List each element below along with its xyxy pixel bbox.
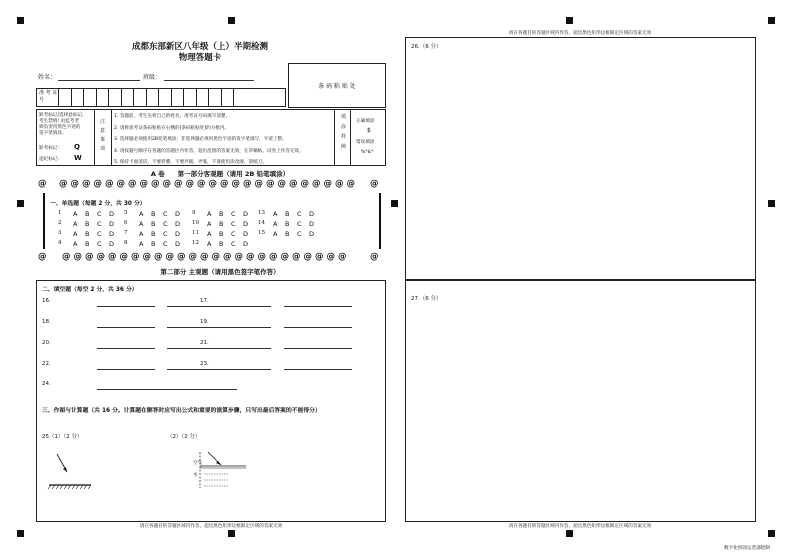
timing-mark: @ — [85, 252, 94, 262]
choice-option-a[interactable]: A — [139, 239, 144, 248]
barcode-area — [288, 63, 386, 108]
blank-line[interactable] — [97, 369, 155, 370]
timing-mark: @ — [292, 252, 301, 262]
choice-option-b[interactable]: B — [85, 209, 90, 218]
timing-mark: @ — [277, 179, 286, 189]
water-label: 水 — [193, 473, 198, 478]
question-number: 14 — [258, 220, 265, 226]
question-number: 2 — [58, 220, 62, 226]
name-field[interactable] — [58, 80, 140, 81]
timing-mark: @ — [346, 179, 355, 189]
choice-option-c[interactable]: C — [97, 229, 102, 238]
choice-option-d[interactable]: D — [175, 239, 181, 248]
choice-option-b[interactable]: B — [219, 229, 224, 238]
choice-option-c[interactable]: C — [163, 209, 168, 218]
exam-number-cell[interactable] — [183, 88, 196, 107]
choice-option-a[interactable]: A — [139, 209, 144, 218]
choice-option-c[interactable]: C — [231, 219, 236, 228]
missing-note: 缺考标记(选择此标记, 考生禁填! 由监考老 师负责用黑色字迹的 签字笔填涂。 — [39, 113, 84, 136]
q26-answer-area[interactable] — [405, 37, 756, 280]
timing-mark: @ — [62, 252, 71, 262]
choice-option-a[interactable]: A — [273, 209, 278, 218]
registration-mark — [566, 17, 573, 24]
exam-number-cell[interactable] — [83, 88, 96, 107]
timing-mark: @ — [289, 179, 298, 189]
timing-bar-left — [43, 193, 45, 249]
registration-mark — [768, 530, 775, 537]
exam-number-label: 准 考 证 号 — [39, 90, 58, 103]
class-field[interactable] — [164, 80, 254, 81]
choice-option-b[interactable]: B — [151, 229, 156, 238]
timing-mark: @ — [370, 179, 379, 189]
exam-number-cell[interactable] — [58, 88, 71, 107]
timing-mark: @ — [185, 179, 194, 189]
footer-credit: 数字化校园运营部绘制 — [724, 546, 770, 551]
timing-mark: @ — [326, 252, 335, 262]
question-number: 10 — [192, 220, 199, 226]
q25-part1-label: 25（1）（2 分） — [42, 434, 83, 440]
question-number: 3 — [58, 230, 62, 236]
part-a-title: A 卷 第一部分客观题（请用 2B 铅笔填涂） — [150, 170, 290, 178]
violation-mark-box[interactable]: W — [74, 154, 82, 162]
registration-mark — [17, 17, 24, 24]
choice-option-a[interactable]: A — [273, 219, 278, 228]
timing-mark: @ — [38, 252, 47, 262]
exam-number-cell[interactable] — [108, 88, 121, 107]
timing-mark: @ — [246, 252, 255, 262]
choice-option-d[interactable]: D — [109, 209, 115, 218]
timing-mark: @ — [82, 179, 91, 189]
choice-option-c[interactable]: C — [231, 209, 236, 218]
timing-mark: @ — [131, 252, 140, 262]
choice-option-c[interactable]: C — [97, 209, 102, 218]
sheet-subtitle: 物理答题卡 — [178, 53, 222, 63]
timing-mark: @ — [142, 252, 151, 262]
choice-option-d[interactable]: D — [243, 219, 249, 228]
timing-mark: @ — [96, 252, 105, 262]
timing-mark: @ — [257, 252, 266, 262]
choice-option-c[interactable]: C — [163, 239, 168, 248]
part-b-title: 第二部分 主观题（请用黑色签字笔作答） — [160, 268, 280, 276]
choice-option-a[interactable]: A — [139, 219, 144, 228]
blank-number: 17. — [200, 298, 209, 304]
question-number: 8 — [124, 240, 128, 246]
choice-option-a[interactable]: A — [207, 239, 212, 248]
correct-fill-sample: $ — [367, 127, 371, 134]
registration-mark — [228, 530, 235, 537]
exam-number-cell[interactable] — [71, 88, 84, 107]
choice-option-a[interactable]: A — [207, 209, 212, 218]
timing-mark: @ — [231, 179, 240, 189]
timing-mark: @ — [165, 252, 174, 262]
warning-bottom-right: 请在各题目的答题区域内作答，超出黑色矩形边框限定区域的答案无效 — [508, 524, 652, 529]
timing-mark: @ — [323, 179, 332, 189]
fill-sample-label: 填 涂 样 例 — [340, 114, 346, 150]
choice-option-b[interactable]: B — [219, 239, 224, 248]
choice-option-b[interactable]: B — [219, 219, 224, 228]
registration-mark — [566, 530, 573, 537]
timing-mark: @ — [300, 179, 309, 189]
timing-mark: @ — [139, 179, 148, 189]
choice-option-a[interactable]: A — [273, 229, 278, 238]
choice-option-d[interactable]: D — [109, 239, 115, 248]
choice-option-c[interactable]: C — [297, 209, 302, 218]
choice-option-c[interactable]: C — [163, 229, 168, 238]
choice-option-b[interactable]: B — [285, 219, 290, 228]
timing-mark: @ — [119, 252, 128, 262]
question-number: 6 — [124, 220, 128, 226]
choice-option-c[interactable]: C — [297, 229, 302, 238]
question-number: 15 — [258, 230, 265, 236]
exam-number-cell[interactable] — [233, 88, 246, 107]
timing-mark: @ — [162, 179, 171, 189]
blank-line[interactable] — [284, 327, 352, 328]
registration-mark — [228, 17, 235, 24]
wrong-fill-sample: %*&* — [361, 150, 374, 155]
exam-number-cell[interactable] — [196, 88, 209, 107]
violation-mark-label: 违纪标记: — [39, 157, 59, 162]
blank-line[interactable] — [284, 369, 352, 370]
question-number: 1 — [58, 210, 62, 216]
choice-option-a[interactable]: A — [73, 209, 78, 218]
exam-number-cell[interactable] — [158, 88, 171, 107]
refraction-diagram — [188, 448, 248, 490]
timing-mark: @ — [200, 252, 209, 262]
choice-option-b[interactable]: B — [85, 239, 90, 248]
notice-list — [114, 113, 334, 165]
blank-number: 20. — [42, 340, 51, 346]
exam-number-cell[interactable] — [171, 88, 184, 107]
fill-blank-section-title: 二、填空题（每空 2 分，共 36 分） — [42, 287, 138, 293]
missing-mark-label: 缺考标记: — [39, 146, 59, 151]
timing-mark: @ — [335, 179, 344, 189]
choice-option-c[interactable]: C — [97, 239, 102, 248]
timing-mark: @ — [116, 179, 125, 189]
timing-mark: @ — [208, 179, 217, 189]
timing-mark: @ — [108, 252, 117, 262]
mirror-diagram — [46, 452, 96, 492]
air-label: 空气 — [193, 461, 203, 466]
timing-mark: @ — [223, 252, 232, 262]
timing-mark: @ — [59, 179, 68, 189]
q27-answer-area[interactable] — [405, 280, 756, 522]
class-label: 班级： — [143, 74, 162, 81]
blank-number: 24. — [42, 381, 51, 387]
timing-mark: @ — [128, 179, 137, 189]
timing-mark: @ — [73, 252, 82, 262]
blank-number: 19. — [200, 319, 209, 325]
choice-option-b[interactable]: B — [85, 219, 90, 228]
choice-option-d[interactable]: D — [109, 219, 115, 228]
timing-mark: @ — [105, 179, 114, 189]
q26-label: 26.（6 分） — [411, 44, 442, 50]
single-choice-section-title: 一、单选题（每题 2 分，共 30 分） — [50, 201, 146, 207]
timing-mark: @ — [254, 179, 263, 189]
notice-label: 注 意 事 项 — [99, 119, 105, 152]
notice-item: 5. 保持卡面清洁，不要折叠、不要弄破、弄皱，不准使用涂改液、刮纸刀。 — [114, 160, 267, 165]
blank-number: 22. — [42, 361, 51, 367]
choice-option-d[interactable]: D — [309, 229, 315, 238]
registration-mark — [768, 200, 775, 207]
blank-line[interactable] — [284, 306, 352, 307]
timing-mark: @ — [338, 252, 347, 262]
timing-mark: @ — [197, 179, 206, 189]
choice-option-b[interactable]: B — [219, 209, 224, 218]
notice-item: 2. 请将准考证条码粘贴在右侧的[条码粘贴处]的方框内。 — [114, 125, 230, 131]
blank-line[interactable] — [213, 369, 271, 370]
choice-option-b[interactable]: B — [285, 229, 290, 238]
timing-mark: @ — [312, 179, 321, 189]
blank-line[interactable] — [167, 389, 237, 390]
q27-label: 27.（6 分） — [411, 296, 442, 302]
exam-number-cell[interactable] — [96, 88, 109, 107]
timing-mark: @ — [280, 252, 289, 262]
choice-option-c[interactable]: C — [163, 219, 168, 228]
question-number: 11 — [192, 230, 199, 236]
question-number: 5 — [124, 210, 128, 216]
choice-option-d[interactable]: D — [243, 229, 249, 238]
choice-option-d[interactable]: D — [309, 209, 315, 218]
timing-mark: @ — [70, 179, 79, 189]
blank-line[interactable] — [97, 306, 155, 307]
registration-mark — [17, 530, 24, 537]
calc-section-title: 三、作图与计算题（共 16 分。计算题在解答时应写出公式和重要的演算步骤，只写出最后答案的不能得分） — [42, 408, 321, 414]
q25-part2-label: （2）（2 分） — [167, 434, 201, 440]
timing-mark: @ — [174, 179, 183, 189]
exam-number-cell[interactable] — [133, 88, 146, 107]
choice-option-d[interactable]: D — [243, 209, 249, 218]
choice-option-c[interactable]: C — [231, 229, 236, 238]
timing-mark: @ — [93, 179, 102, 189]
blank-number: 16. — [42, 298, 51, 304]
choice-option-b[interactable]: B — [285, 209, 290, 218]
registration-mark — [391, 200, 398, 207]
blank-line[interactable] — [213, 348, 271, 349]
choice-option-c[interactable]: C — [97, 219, 102, 228]
wrong-fill-label: 错误填涂 — [356, 140, 375, 145]
blank-line[interactable] — [97, 389, 167, 390]
timing-mark: @ — [370, 252, 379, 262]
choice-option-c[interactable]: C — [297, 219, 302, 228]
blank-line[interactable] — [97, 327, 155, 328]
exam-number-cell[interactable] — [146, 88, 159, 107]
exam-number-cell[interactable] — [208, 88, 221, 107]
choice-option-a[interactable]: A — [73, 239, 78, 248]
choice-option-d[interactable]: D — [175, 219, 181, 228]
timing-mark: @ — [243, 179, 252, 189]
timing-mark: @ — [154, 252, 163, 262]
notice-item: 4. 请按题号顺序在各题的答题区内作答，超出范围的答案无效，在草稿纸、试卷上作答无效。 — [114, 148, 304, 154]
blank-number: 18. — [42, 319, 51, 325]
choice-option-b[interactable]: B — [85, 229, 90, 238]
timing-mark: @ — [269, 252, 278, 262]
question-number: 7 — [124, 230, 128, 236]
notice-item: 1. 答题前，考生先将自己的姓名、准考证号码填写清楚。 — [114, 114, 231, 119]
choice-option-a[interactable]: A — [73, 219, 78, 228]
timing-mark: @ — [211, 252, 220, 262]
registration-mark — [17, 200, 24, 207]
choice-option-c[interactable]: C — [231, 239, 236, 248]
blank-line[interactable] — [284, 348, 352, 349]
choice-option-d[interactable]: D — [175, 229, 181, 238]
blank-number: 23. — [200, 361, 209, 367]
missing-mark-box[interactable]: Q — [74, 143, 80, 151]
timing-mark: @ — [188, 252, 197, 262]
question-number: 4 — [58, 240, 62, 246]
blank-number: 21. — [200, 340, 209, 346]
timing-mark: @ — [220, 179, 229, 189]
question-number: 9 — [192, 210, 196, 216]
timing-mark: @ — [303, 252, 312, 262]
blank-line[interactable] — [213, 306, 271, 307]
barcode-label: 条 码 粘 贴 处 — [318, 83, 356, 90]
choice-option-a[interactable]: A — [73, 229, 78, 238]
notice-item: 3. 选择题必须使用2B铅笔填涂；非选择题必须用黑色字迹的签字笔填写，字迹工整。 — [114, 137, 287, 142]
choice-option-b[interactable]: B — [151, 219, 156, 228]
timing-mark: @ — [234, 252, 243, 262]
choice-option-b[interactable]: B — [151, 209, 156, 218]
blank-line[interactable] — [97, 348, 155, 349]
choice-option-a[interactable]: A — [207, 219, 212, 228]
choice-option-d[interactable]: D — [175, 209, 181, 218]
choice-option-d[interactable]: D — [243, 239, 249, 248]
warning-bottom-left: 请在各题目的答题区域内作答，超出黑色矩形边框限定区域的答案无效 — [139, 524, 283, 529]
sheet-title: 成都东部新区八年级（上）半期检测 — [131, 42, 268, 52]
timing-bar-right — [379, 193, 381, 249]
timing-mark: @ — [151, 179, 160, 189]
question-number: 12 — [192, 240, 199, 246]
blank-line[interactable] — [213, 327, 271, 328]
warning-top-right: 请在各题目的答题区域内作答，超出黑色矩形边框限定区域的答案无效 — [508, 31, 652, 36]
timing-mark: @ — [315, 252, 324, 262]
choice-option-a[interactable]: A — [207, 229, 212, 238]
choice-option-d[interactable]: D — [309, 219, 315, 228]
choice-option-a[interactable]: A — [139, 229, 144, 238]
exam-number-cell[interactable] — [221, 88, 234, 107]
timing-mark: @ — [177, 252, 186, 262]
correct-fill-label: 正确填涂 — [356, 119, 375, 124]
question-number: 13 — [258, 210, 265, 216]
choice-option-d[interactable]: D — [109, 229, 115, 238]
name-label: 姓名： — [38, 74, 57, 81]
exam-number-cell[interactable] — [121, 88, 134, 107]
timing-mark: @ — [266, 179, 275, 189]
registration-mark — [768, 17, 775, 24]
choice-option-b[interactable]: B — [151, 239, 156, 248]
timing-mark: @ — [38, 179, 47, 189]
